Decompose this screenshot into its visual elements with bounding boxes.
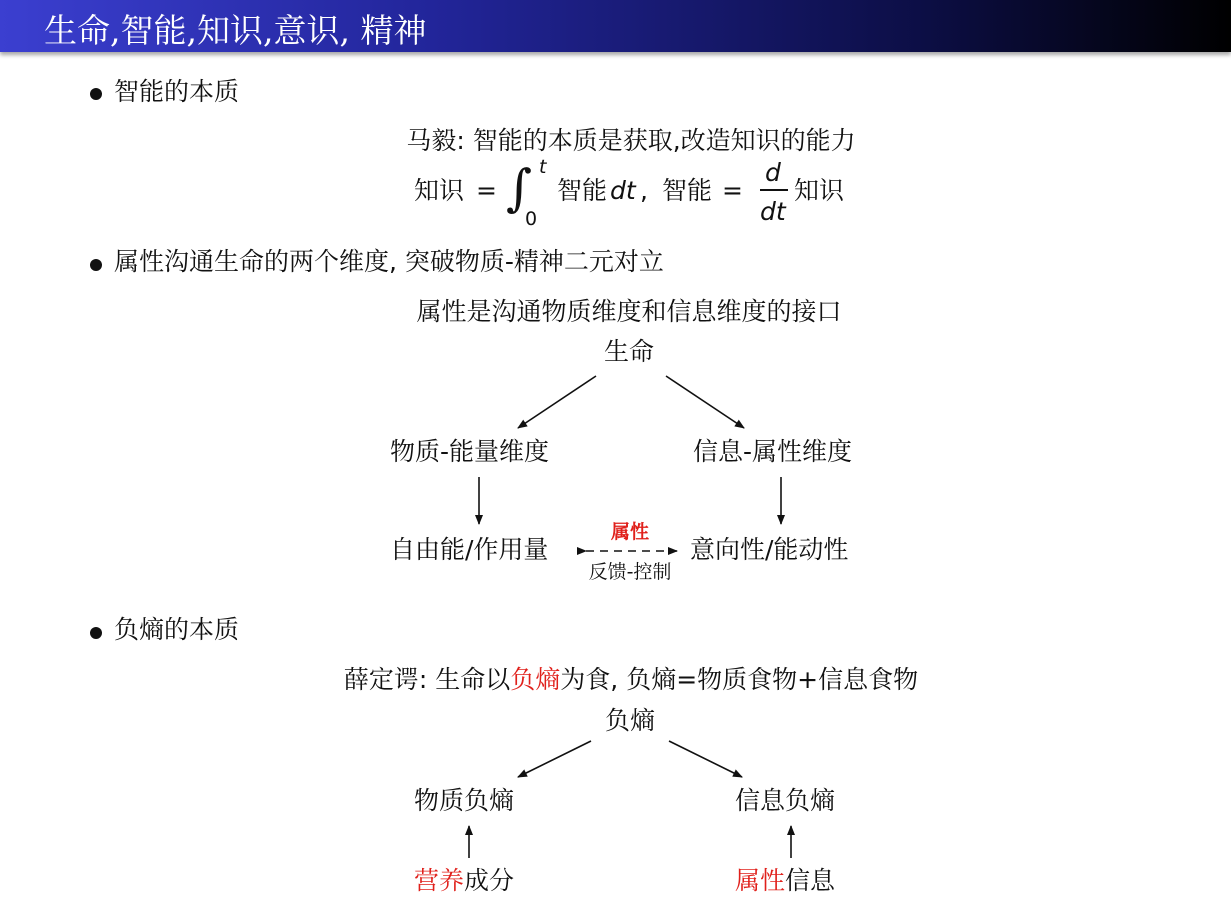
arrow-negentropy-to-matter [518,741,591,777]
node-matter-negentropy: 物质负熵 [414,786,515,815]
node-attribute-info [735,866,835,896]
node-intentionality: 意向性/能动性 [690,535,849,564]
integral-upper-limit: t [539,156,547,178]
negentropy-quote [344,665,918,695]
nutrients-red: 营养 [414,866,465,895]
integral-symbol: ∫ [506,159,533,217]
arrow-life-to-info [666,376,744,428]
arrow-negentropy-to-info [669,741,742,777]
diagram-root-life: 生命 [603,337,655,366]
section-heading-intelligence: 智能的本质 [114,77,240,106]
fraction-numerator: d [765,158,781,187]
link-label-attribute: 属性 [610,521,650,543]
quote-highlight: 负熵 [510,665,561,694]
attribute-info-red: 属性 [735,866,786,895]
attribute-caption: 属性是沟通物质维度和信息维度的接口 [416,297,842,326]
integrand: 智能 [557,176,608,205]
fraction-bar [760,189,788,191]
eq-comma: , [640,176,648,205]
section-heading-attribute: 属性沟通生命的两个维度, 突破物质-精神二元对立 [114,247,664,276]
fraction-denominator: dt [760,197,786,226]
slide-title: 生命,智能,知识,意识, 精神 [44,11,427,50]
intelligence-quote: 马毅: 智能的本质是获取,改造知识的能力 [406,126,856,155]
node-info-attribute: 信息-属性维度 [693,437,853,466]
section-heading-negentropy: 负熵的本质 [114,615,240,644]
eq2-sign: = [722,176,743,205]
bullet-dot [90,627,102,639]
node-free-energy: 自由能/作用量 [390,535,549,564]
title-bar [0,0,1231,52]
arrow-life-to-matter [518,376,596,428]
integral-lower-limit: 0 [525,208,538,230]
diagram-root-negentropy: 负熵 [604,706,656,735]
bullet-dot [90,88,102,100]
attribute-info-rest: 信息 [785,866,836,895]
nutrients-rest: 成分 [464,866,515,895]
quote-prefix: 薛定谔: 生命以 [343,665,511,694]
node-matter-energy: 物质-能量维度 [390,437,550,466]
node-nutrients [414,866,514,896]
eq-sign: = [476,176,497,205]
link-label-feedback: 反馈-控制 [588,561,672,583]
eq2-rhs: 知识 [794,176,845,205]
bullet-dot [90,259,102,271]
eq-lhs: 知识 [414,176,465,205]
node-info-negentropy: 信息负熵 [735,786,836,815]
eq2-lhs: 智能 [662,176,713,205]
quote-suffix: 为食, 负熵=物质食物+信息食物 [560,665,919,694]
dt-term: dt [610,176,636,205]
